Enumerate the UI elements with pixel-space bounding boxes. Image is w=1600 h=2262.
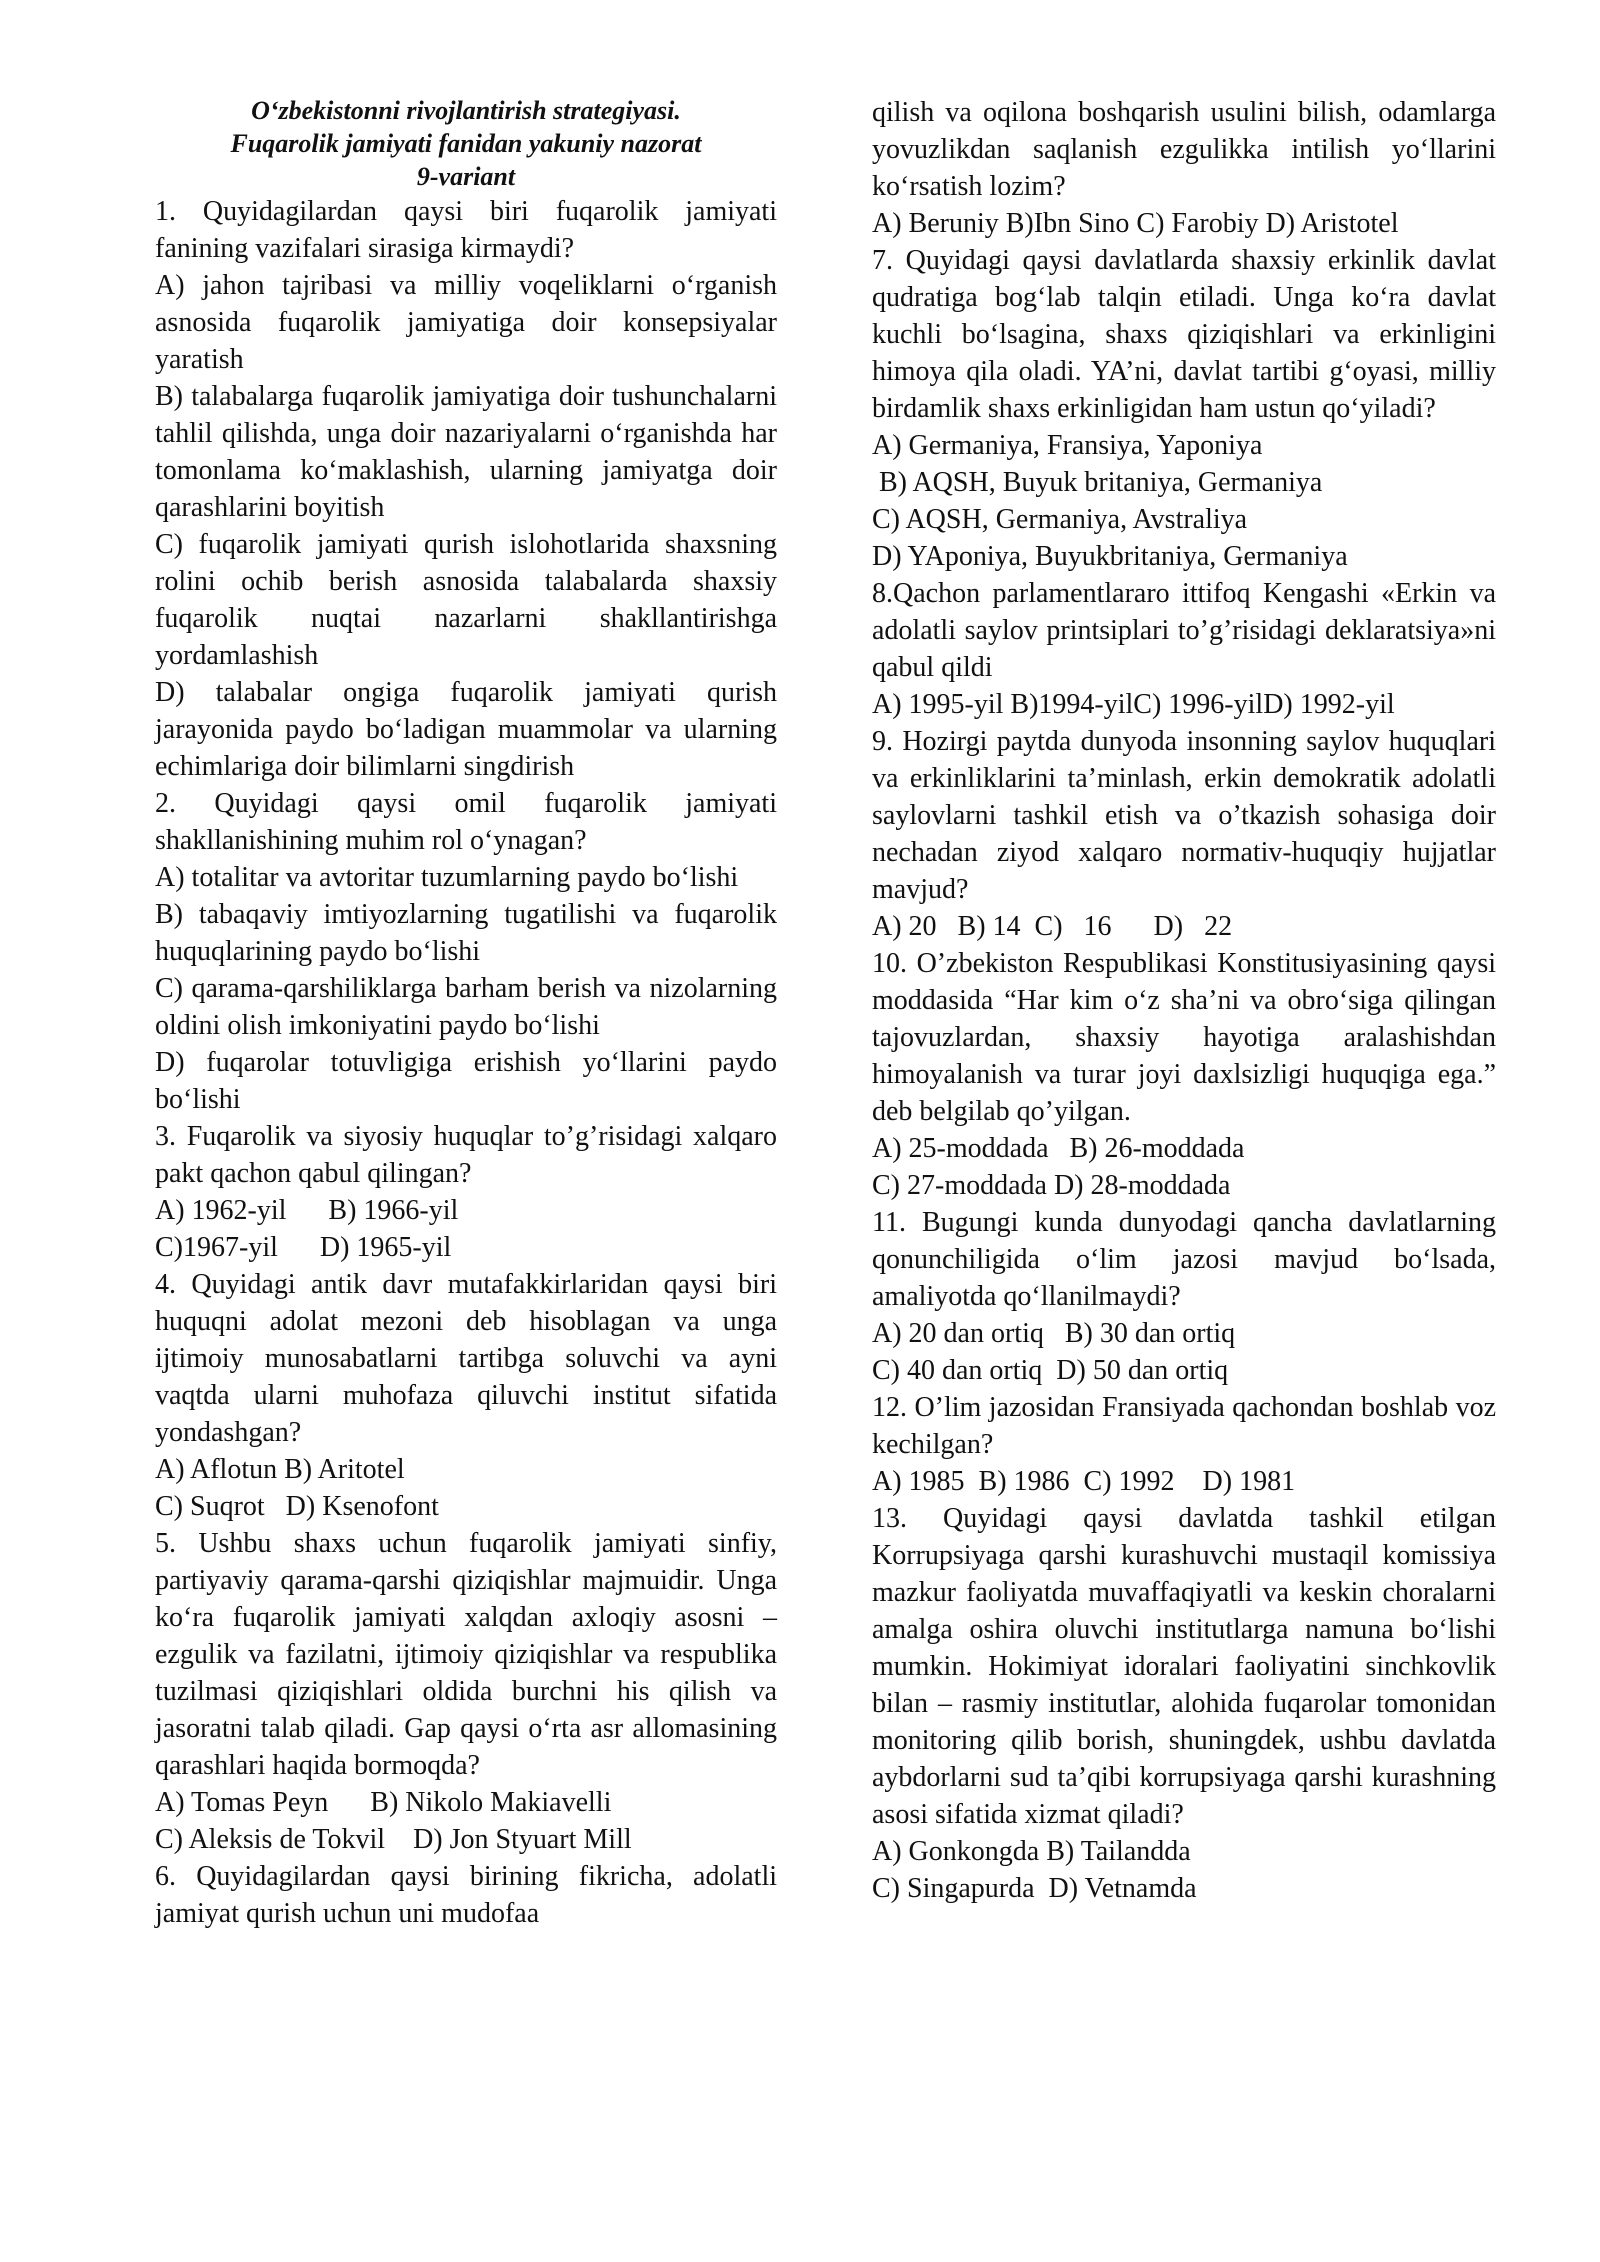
question-12: [872, 1389, 1496, 1500]
question-text: 7. Quyidagi qaysi davlatlarda shaxsiy erkinlik davlat qudratiga bog‘lab talqin etiladi. Unga ko‘ra davlat kuchli bo‘lsagina, shaxs qiziqishlari va erkinligini himoya qila oladi. YA’ni, davlat tartibi g‘oyasi, milliy birdamlik shaxs erkinligidan ham ustun qo‘yiladi?: [872, 245, 1496, 424]
answer-option-b: B) talabalarga fuqarolik jamiyatiga doir tushunchalarni tahlil qilishda, unga doir nazariyalarni o‘rganishda har tomonlama ko‘maklashish, ularning jamiyatga doir qarashlarini boyitish: [155, 381, 777, 523]
question-10: [872, 945, 1496, 1204]
question-6-continued: [872, 94, 1496, 242]
question-text: 8.Qachon parlamentlararo ittifoq Kengashi «Erkin va adolatli saylov printsiplari to’g’risidagi deklaratsiya»ni qabul qildi: [872, 578, 1496, 683]
left-column: [155, 94, 777, 1932]
question-text: 1. Quyidagilardan qaysi biri fuqarolik jamiyati fanining vazifalari sirasiga kirmaydi?: [155, 196, 777, 264]
answer-options-ab: A) 1962-yil B) 1966-yil: [155, 1195, 459, 1226]
question-4: [155, 1266, 777, 1525]
answer-option-c: C) AQSH, Germaniya, Avstraliya: [872, 504, 1248, 535]
question-3: [155, 1118, 777, 1266]
title-line-1: O‘zbekistonni rivojlantirish strategiyasi.: [251, 96, 681, 125]
document-title: [155, 94, 777, 193]
answer-option-c: C) qarama-qarshiliklarga barham berish va nizolarning oldini olish imkoniyatini paydo bo‘lishi: [155, 973, 777, 1041]
question-text: 3. Fuqarolik va siyosiy huquqlar to’g’risidagi xalqaro pakt qachon qabul qilingan?: [155, 1121, 777, 1189]
answer-options-ab: A) Aflotun B) Aritotel: [155, 1454, 405, 1485]
question-13: [872, 1500, 1496, 1907]
question-text: 5. Ushbu shaxs uchun fuqarolik jamiyati sinfiy, partiyaviy qarama-qarshi qiziqishlar majmuidir. Unga ko‘ra fuqarolik jamiyati xalqdan axloqiy asosni – ezgulik va fazilatni, ijtimoiy qiziqishlar va respublika tuzilmasi qiziqishlari oldida burchni his qilish va jasoratni talab qiladi. Gap qaysi o‘rta asr allomasining qarashlari haqida bormoqda?: [155, 1528, 777, 1781]
question-text: 13. Quyidagi qaysi davlatda tashkil etilgan Korrupsiyaga qarshi kurashuvchi mustaqil komissiya mazkur faoliyatda muvaffaqiyatli va keskin choralarni amalga oshira oluvchi institutlarga namuna bo‘lishi mumkin. Hokimiyat idoralari faoliyatini sinchkovlik bilan – rasmiy institutlar, alohida fuqarolar tomonidan monitoring qilib borish, shuningdek, ushbu davlatda aybdorlarni sud ta’qibi korrupsiyaga qarshi kurashning asosi sifatida xizmat qiladi?: [872, 1503, 1496, 1830]
answer-options-cd: C)1967-yil D) 1965-yil: [155, 1232, 452, 1263]
question-text: 10. O’zbekiston Respublikasi Konstitusiyasining qaysi moddasida “Har kim o‘z sha’ni va obro‘siga qilingan tajovuzlardan, shaxsiy hayotiga aralashishdan himoyalanish va turar joyi daxlsizligi huquqiga ega.” deb belgilab qo’yilgan.: [872, 948, 1496, 1127]
question-text-continued: qilish va oqilona boshqarish usulini bilish, odamlarga yovuzlikdan saqlanish ezgulikka intilish yo‘llarini ko‘rsatish lozim?: [872, 97, 1496, 202]
question-6: [155, 1858, 777, 1932]
answer-options-ab: A) 20 dan ortiq B) 30 dan ortiq: [872, 1318, 1236, 1349]
title-line-3: 9-variant: [416, 162, 516, 191]
answer-options: A) 1985 B) 1986 C) 1992 D) 1981: [872, 1466, 1296, 1497]
question-7: [872, 242, 1496, 575]
question-text: 11. Bugungi kunda dunyodagi qancha davlatlarning qonunchiligida o‘lim jazosi mavjud bo‘lsada, amaliyotda qo‘llanilmaydi?: [872, 1207, 1496, 1312]
question-2: [155, 785, 777, 1118]
right-column: [872, 94, 1496, 1907]
question-text: 9. Hozirgi paytda dunyoda insonning saylov huquqlari va erkinliklarini ta’minlash, erkin demokratik adolatli saylovlarni tashkil etish va o’tkazish sohasiga doir nechadan ziyod xalqaro normativ-huquqiy hujjatlar mavjud?: [872, 726, 1496, 905]
answer-option-b: B) AQSH, Buyuk britaniya, Germaniya: [872, 467, 1323, 498]
question-11: [872, 1204, 1496, 1389]
question-1: [155, 193, 777, 785]
answer-option-c: C) fuqarolik jamiyati qurish islohotlarida shaxsning rolini ochib berish asnosida talabalarda shaxsiy fuqarolik nuqtai nazarlarni shakllantirishga yordamlashish: [155, 529, 777, 671]
answer-options: A) 1995-yil B)1994-yilC) 1996-yilD) 1992-yil: [872, 689, 1395, 720]
answer-options-ab: A) Gonkongda B) Tailandda: [872, 1836, 1191, 1867]
answer-option-d: D) YAponiya, Buyukbritaniya, Germaniya: [872, 541, 1348, 572]
question-text: 6. Quyidagilardan qaysi birining fikricha, adolatli jamiyat qurish uchun uni mudofaa: [155, 1861, 777, 1929]
question-text: 12. O’lim jazosidan Fransiyada qachondan boshlab voz kechilgan?: [872, 1392, 1496, 1460]
question-9: [872, 723, 1496, 945]
answer-options: A) Beruniy B)Ibn Sino C) Farobiy D) Aristotel: [872, 208, 1399, 239]
answer-options-cd: C) Suqrot D) Ksenofont: [155, 1491, 439, 1522]
question-text: 4. Quyidagi antik davr mutafakkirlaridan qaysi biri huquqni adolat mezoni deb hisoblagan va unga ijtimoiy munosabatlarni tartibga soluvchi va ayni vaqtda ularni muhofaza qiluvchi institut sifatida yondashgan?: [155, 1269, 777, 1448]
answer-option-d: D) talabalar ongiga fuqarolik jamiyati qurish jarayonida paydo bo‘ladigan muammolar va ularning echimlariga doir bilimlarni singdirish: [155, 677, 777, 782]
title-line-2: Fuqarolik jamiyati fanidan yakuniy nazorat: [230, 129, 702, 158]
answer-options-ab: A) 25-moddada B) 26-moddada: [872, 1133, 1245, 1164]
answer-option-a: A) jahon tajribasi va milliy voqeliklarni o‘rganish asnosida fuqarolik jamiyatiga doir konsepsiyalar yaratish: [155, 270, 777, 375]
answer-options-cd: C) 40 dan ortiq D) 50 dan ortiq: [872, 1355, 1229, 1386]
answer-options: A) 20 B) 14 C) 16 D) 22: [872, 911, 1233, 942]
question-8: [872, 575, 1496, 723]
answer-option-a: A) Germaniya, Fransiya, Yaponiya: [872, 430, 1263, 461]
answer-options-ab: A) Tomas Peyn B) Nikolo Makiavelli: [155, 1787, 612, 1818]
answer-options-cd: C) 27-moddada D) 28-moddada: [872, 1170, 1231, 1201]
answer-options-cd: C) Aleksis de Tokvil D) Jon Styuart Mill: [155, 1824, 632, 1855]
answer-option-a: A) totalitar va avtoritar tuzumlarning paydo bo‘lishi: [155, 862, 739, 893]
answer-option-d: D) fuqarolar totuvligiga erishish yo‘llarini paydo bo‘lishi: [155, 1047, 777, 1115]
question-5: [155, 1525, 777, 1858]
answer-option-b: B) tabaqaviy imtiyozlarning tugatilishi va fuqarolik huquqlarining paydo bo‘lishi: [155, 899, 777, 967]
question-text: 2. Quyidagi qaysi omil fuqarolik jamiyati shakllanishining muhim rol o‘ynagan?: [155, 788, 777, 856]
answer-options-cd: C) Singapurda D) Vetnamda: [872, 1873, 1197, 1904]
